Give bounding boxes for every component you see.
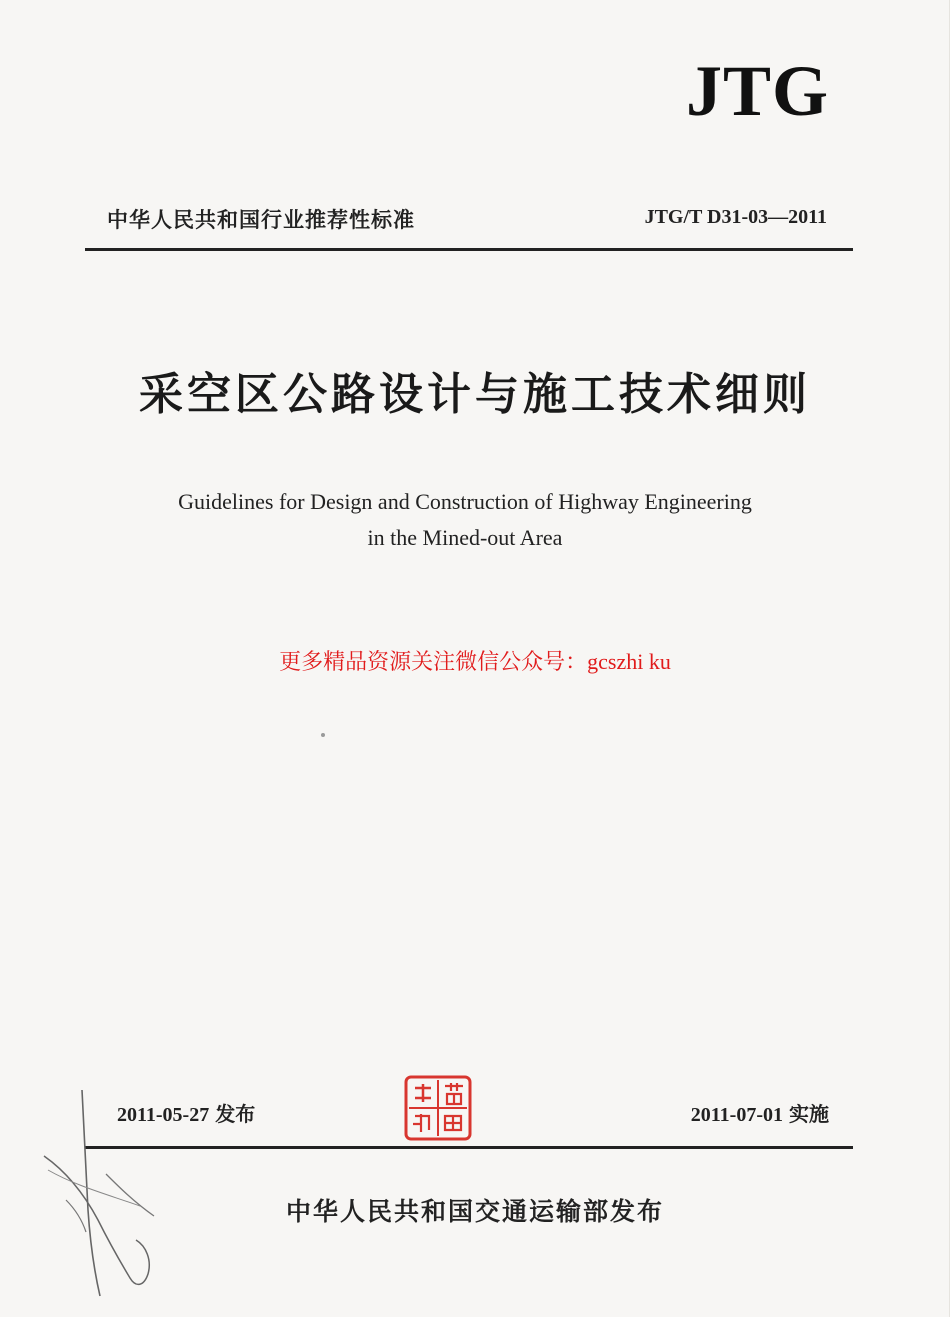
title-english-line1: Guidelines for Design and Construction of Highway Engineering bbox=[178, 489, 752, 514]
footer-divider bbox=[85, 1146, 853, 1149]
effective-label: 实施 bbox=[789, 1102, 829, 1126]
standard-code: JTG/T D31-03—2011 bbox=[644, 206, 827, 228]
issued-label: 发布 bbox=[215, 1102, 256, 1126]
promo-watermark-text: 更多精品资源关注微信公众号：gcszhi ku bbox=[279, 649, 671, 674]
handwritten-signature bbox=[36, 1090, 176, 1300]
jtg-logo: JTG bbox=[685, 51, 829, 131]
issued-date-value: 2011-05-27 bbox=[117, 1104, 210, 1126]
publisher: 中华人民共和国交通运输部发布 bbox=[285, 1197, 664, 1226]
publisher-seal bbox=[403, 1074, 473, 1142]
effective-date bbox=[691, 1098, 829, 1127]
standard-category: 中华人民共和国行业推荐性标准 bbox=[107, 208, 415, 232]
effective-date-value: 2011-07-01 bbox=[690, 1104, 783, 1126]
title-english bbox=[0, 484, 930, 556]
title-english-line2: in the Mined-out Area bbox=[367, 525, 563, 550]
header-divider bbox=[85, 248, 853, 251]
scan-speck bbox=[321, 733, 325, 737]
title-chinese: 采空区公路设计与施工技术细则 bbox=[139, 369, 811, 420]
